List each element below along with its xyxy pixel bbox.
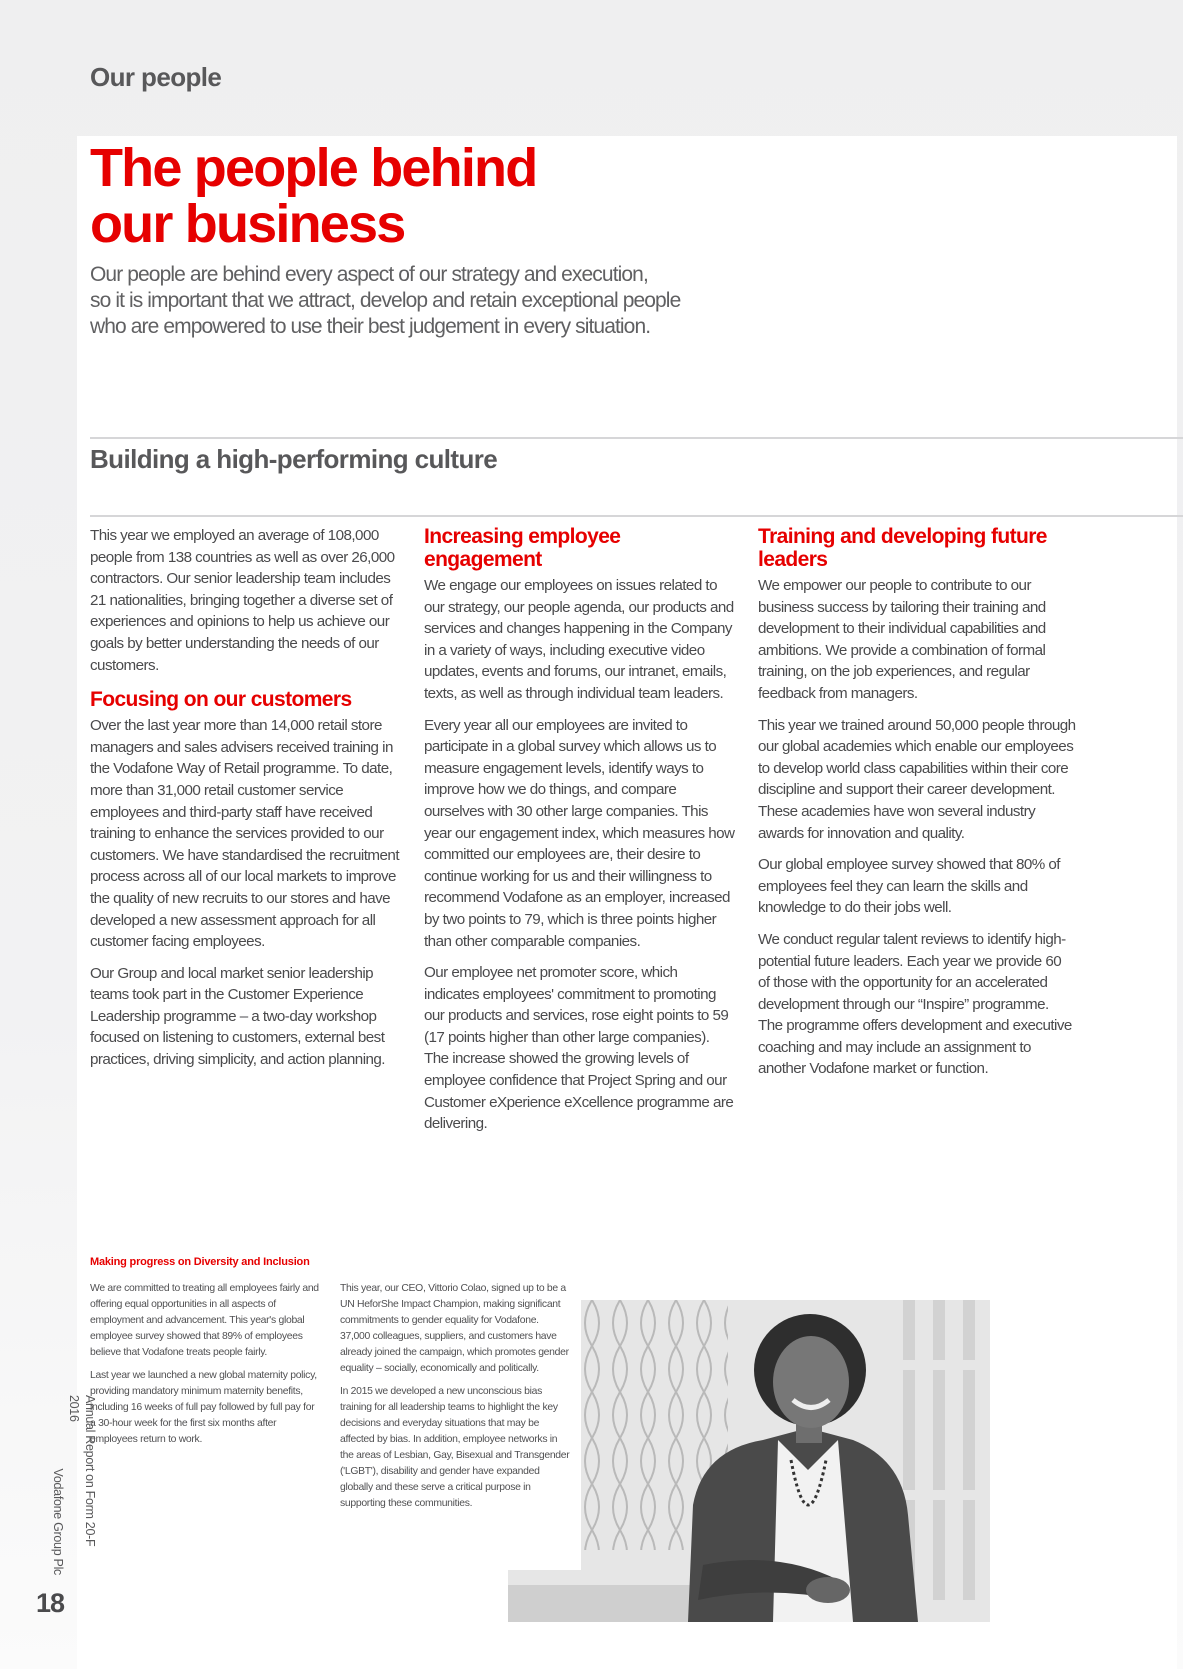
diversity-column-1 bbox=[90, 1281, 320, 1455]
paragraph: Our global employee survey showed that 80% of employees feel they can learn the skills and knowledge to do their jobs well. bbox=[758, 856, 1060, 917]
column-1 bbox=[90, 525, 402, 1081]
intro-line-2: so it is important that we attract, develop and retain exceptional people bbox=[90, 289, 681, 312]
page-title-line-2: our business bbox=[90, 194, 405, 254]
footer-report: Annual Report on Form 20-F 2016 bbox=[67, 1395, 97, 1547]
paragraph: This year we employed an average of 108,000 people from 138 countries as well as over 26,000 contractors. Our senior leadership team includes 21 nationalities, bringing together a diverse set of experiences and opinions to help us achieve our goals by better understanding the needs of our customers. bbox=[90, 527, 395, 674]
divider-bottom bbox=[90, 515, 1183, 517]
diversity-paragraph: We are committed to treating all employees fairly and offering equal opportunities in all aspects of employment and advancement. This year's global employee survey showed that 89% of employees believe that Vodafone treats people fairly. bbox=[90, 1283, 319, 1358]
page-title bbox=[90, 140, 790, 252]
diversity-paragraph: Last year we launched a new global maternity policy, providing mandatory minimum maternity benefits, including 16 weeks of full pay followed by full pay for a 30-hour week for the first six months after employees return to work. bbox=[90, 1370, 317, 1445]
column-2 bbox=[424, 525, 736, 1145]
paragraph: Our Group and local market senior leadership teams took part in the Customer Experience Leadership programme – a two-day workshop focused on listening to customers, external best practices, driving simplicity, and action planning. bbox=[90, 964, 385, 1069]
intro-paragraph bbox=[90, 262, 730, 340]
footer-company: Vodafone Group Plc bbox=[51, 1468, 65, 1575]
paragraph: Our employee net promoter score, which indicates employees' commitment to promoting our products and services, rose eight points to 59 (17 points higher than other large companies). The increase showed the growing levels of employee confidence that Project Spring and our Customer eXperience eXcellence programme are delivering. bbox=[424, 964, 734, 1133]
divider-top bbox=[90, 437, 1183, 439]
subheading-focusing-customers: Focusing on our customers bbox=[90, 688, 352, 712]
diversity-paragraph: In 2015 we developed a new unconscious bias training for all leadership teams to highlight the key decisions and everyday situations that may be affected by bias. In addition, employee networks in the areas of Lesbian, Gay, Bisexual and Transgender ('LGBT'), disability and gender have expanded globally and these serve a critical purpose in supporting these communities. bbox=[340, 1386, 570, 1509]
diversity-title: Making progress on Diversity and Inclusion bbox=[90, 1256, 310, 1268]
paragraph: Every year all our employees are invited to participate in a global survey which allows us to measure engagement levels, identify ways to improve how we do things, and compare ourselves with 30 other large companies. This year our engagement index, which measures how committed our employees are, their desire to continue working for us and their willingness to recommend Vodafone as an employer, increased by two points to 79, which is three points higher than other comparable companies. bbox=[424, 716, 735, 950]
paragraph: We conduct regular talent reviews to identify high-potential future leaders. Each year we provide 60 of those with the opportunity for an accelerated development through our “Inspire” programme. The programme offers development and executive coaching and may include an assignment to another Vodafone market or function. bbox=[758, 930, 1072, 1078]
paragraph: Over the last year more than 14,000 retail store managers and sales advisers received training in the Vodafone Way of Retail programme. To date, more than 31,000 retail customer service employees and third-party staff have received training to enhance the services provided to our customers. We have standardised the recruitment process across all of our local markets to improve the quality of new recruits to our stores and have developed a new assessment approach for all customer facing employees. bbox=[90, 717, 399, 951]
page-title-line-1: The people behind bbox=[90, 138, 537, 198]
paragraph: We engage our employees on issues related to our strategy, our people agenda, our products and services and changes happening in the Company in a variety of ways, including executive video updates, events and forums, our intranet, emails, texts, as well as through individual team leaders. bbox=[424, 577, 734, 702]
paragraph: This year we trained around 50,000 people through our global academies which enable our employees to develop world class capabilities within their core discipline and support their career development. These academies have won several industry awards for innovation and quality. bbox=[758, 716, 1076, 842]
footer-report-title bbox=[38, 1395, 98, 1575]
section-heading: Building a high-performing culture bbox=[90, 444, 498, 474]
diversity-paragraph: This year, our CEO, Vittorio Colao, signed up to be a UN HeforShe Impact Champion, making significant commitments to gender equality for Vodafone. 37,000 colleagues, suppliers, and customers have already joined the campaign, which promotes gender equality – socially, economically and politically. bbox=[340, 1283, 569, 1374]
subheading-future-leaders: Training and developing future leaders bbox=[758, 525, 1047, 571]
diversity-column-2 bbox=[340, 1281, 570, 1519]
subheading-employee-engagement: Increasing employee engagement bbox=[424, 525, 621, 571]
page-number: 18 bbox=[36, 1588, 65, 1618]
section-label: Our people bbox=[90, 62, 222, 92]
intro-line-3: who are empowered to use their best judgement in every situation. bbox=[90, 315, 651, 338]
paragraph: We empower our people to contribute to our business success by tailoring their training and development to their individual capabilities and ambitions. We provide a combination of formal training, on the job experiences, and regular feedback from managers. bbox=[758, 577, 1046, 702]
intro-line-1: Our people are behind every aspect of our strategy and execution, bbox=[90, 263, 648, 286]
column-3 bbox=[758, 525, 1076, 1090]
